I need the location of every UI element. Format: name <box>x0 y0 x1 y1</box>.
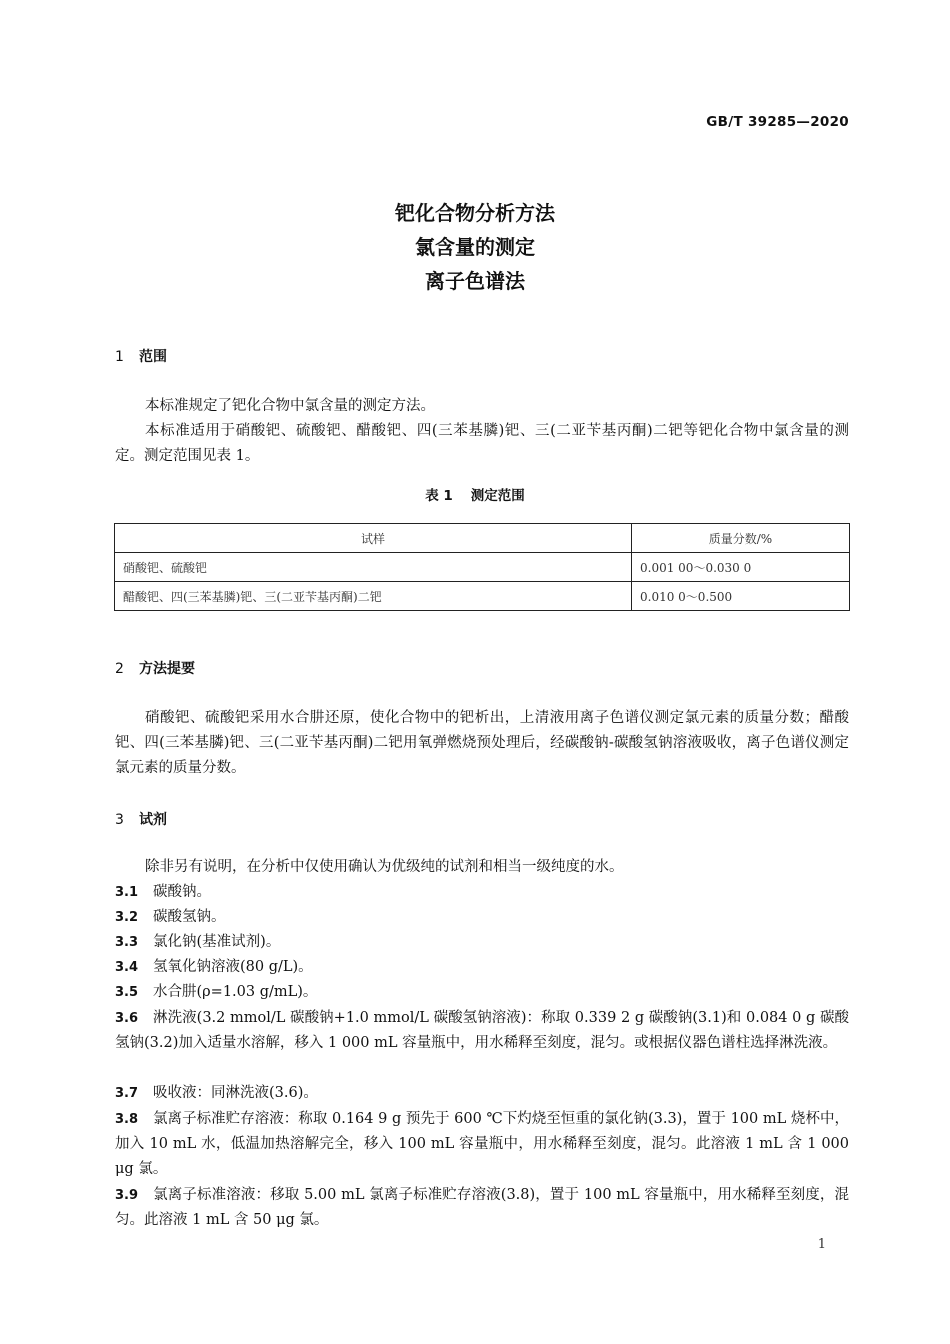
item-text: 氯离子标准贮存溶液：称取 0.164 9 g 预先于 600 ℃下灼烧至恒重的氯化钠(3.3)，置于 100 mL 烧杯中，加入 10 mL 水，低温加热溶解完全，移入 100 mL 容量瓶中，用水稀释至刻度，混匀。此溶液 1 mL 含 1 000 μg 氯。 <box>115 1111 849 1177</box>
item-number: 3.7 <box>115 1086 139 1101</box>
header-sample: 试样 <box>115 524 632 553</box>
standard-code: GB/T 39285—2020 <box>706 114 849 130</box>
page-number: 1 <box>817 1237 826 1252</box>
item-text: 吸收液：同淋洗液(3.6)。 <box>153 1085 318 1101</box>
header-mass-fraction: 质量分数/% <box>632 524 850 553</box>
section-2-number: 2 <box>115 661 124 677</box>
reagent-item <box>115 930 849 955</box>
item-number: 3.8 <box>115 1112 139 1127</box>
item-number: 3.6 <box>115 1011 139 1026</box>
reagent-item <box>115 1107 849 1182</box>
title-line-2: 氯含量的测定 <box>415 235 535 259</box>
item-number: 3.2 <box>115 910 139 925</box>
table-header-row <box>115 524 850 553</box>
table-1-title: 测定范围 <box>470 488 525 504</box>
item-number: 3.5 <box>115 985 139 1000</box>
document-title <box>0 196 950 298</box>
reagent-item <box>115 1183 849 1233</box>
item-text: 碳酸氢钠。 <box>153 909 226 925</box>
section-2-title: 方法提要 <box>139 661 195 677</box>
section-3-title: 试剂 <box>139 812 167 828</box>
section-3-intro: 除非另有说明，在分析中仅使用确认为优级纯的试剂和相当一级纯度的水。 <box>145 859 624 875</box>
item-number: 3.9 <box>115 1188 139 1203</box>
title-line-3: 离子色谱法 <box>425 269 525 293</box>
table-1-caption <box>0 484 950 504</box>
reagent-item <box>115 980 849 1005</box>
reagent-item <box>115 880 849 905</box>
item-text: 水合肼(ρ=1.03 g/mL)。 <box>153 984 318 1000</box>
table-row <box>115 582 850 611</box>
reagent-item <box>115 905 849 930</box>
title-line-1: 钯化合物分析方法 <box>395 201 555 225</box>
reagent-item <box>115 1006 849 1056</box>
item-text: 氢氧化钠溶液(80 g/L)。 <box>153 959 313 975</box>
item-text: 淋洗液(3.2 mmol/L 碳酸钠+1.0 mmol/L 碳酸氢钠溶液)：称取 0.339 2 g 碳酸钠(3.1)和 0.084 0 g 碳酸氢钠(3.2)加入适量水溶解，移入 1 000 mL 容量瓶中，用水稀释至刻度，混匀。或根据仪器色谱柱选择淋洗液。 <box>115 1010 849 1051</box>
section-1-para-1: 本标准规定了钯化合物中氯含量的测定方法。 <box>145 398 435 414</box>
item-number: 3.1 <box>115 885 139 900</box>
section-1-title: 范围 <box>139 349 167 365</box>
table-cell-sample: 醋酸钯、四(三苯基膦)钯、三(二亚苄基丙酮)二钯 <box>115 582 632 611</box>
section-3-heading <box>115 809 167 829</box>
section-2-para: 硝酸钯、硫酸钯采用水合肼还原，使化合物中的钯析出，上清液用离子色谱仪测定氯元素的质量分数；醋酸钯、四(三苯基膦)钯、三(二亚苄基丙酮)二钯用氧弹燃烧预处理后，经碳酸钠-碳酸氢钠溶液吸收，离子色谱仪测定氯元素的质量分数。 <box>115 710 849 776</box>
section-1-heading <box>115 346 167 366</box>
table-cell-range: 0.001 00～0.030 0 <box>632 553 850 582</box>
item-number: 3.4 <box>115 960 139 975</box>
table-cell-sample: 硝酸钯、硫酸钯 <box>115 553 632 582</box>
section-1-number: 1 <box>115 349 124 365</box>
measurement-range-table <box>114 523 850 611</box>
section-2-heading <box>115 658 195 678</box>
table-cell-range: 0.010 0～0.500 <box>632 582 850 611</box>
item-text: 氯离子标准溶液：移取 5.00 mL 氯离子标准贮存溶液(3.8)，置于 100 mL 容量瓶中，用水稀释至刻度，混匀。此溶液 1 mL 含 50 μg 氯。 <box>115 1187 849 1228</box>
section-3-number: 3 <box>115 812 124 828</box>
item-text: 碳酸钠。 <box>153 884 211 900</box>
table-row <box>115 553 850 582</box>
item-text: 氯化钠(基准试剂)。 <box>153 934 281 950</box>
reagent-item <box>115 955 849 980</box>
reagent-item <box>115 1081 849 1106</box>
table-1-label: 表 1 <box>425 488 453 504</box>
item-number: 3.3 <box>115 935 139 950</box>
section-1-para-2: 本标准适用于硝酸钯、硫酸钯、醋酸钯、四(三苯基膦)钯、三(二亚苄基丙酮)二钯等钯化合物中氯含量的测定。测定范围见表 1。 <box>115 423 849 464</box>
